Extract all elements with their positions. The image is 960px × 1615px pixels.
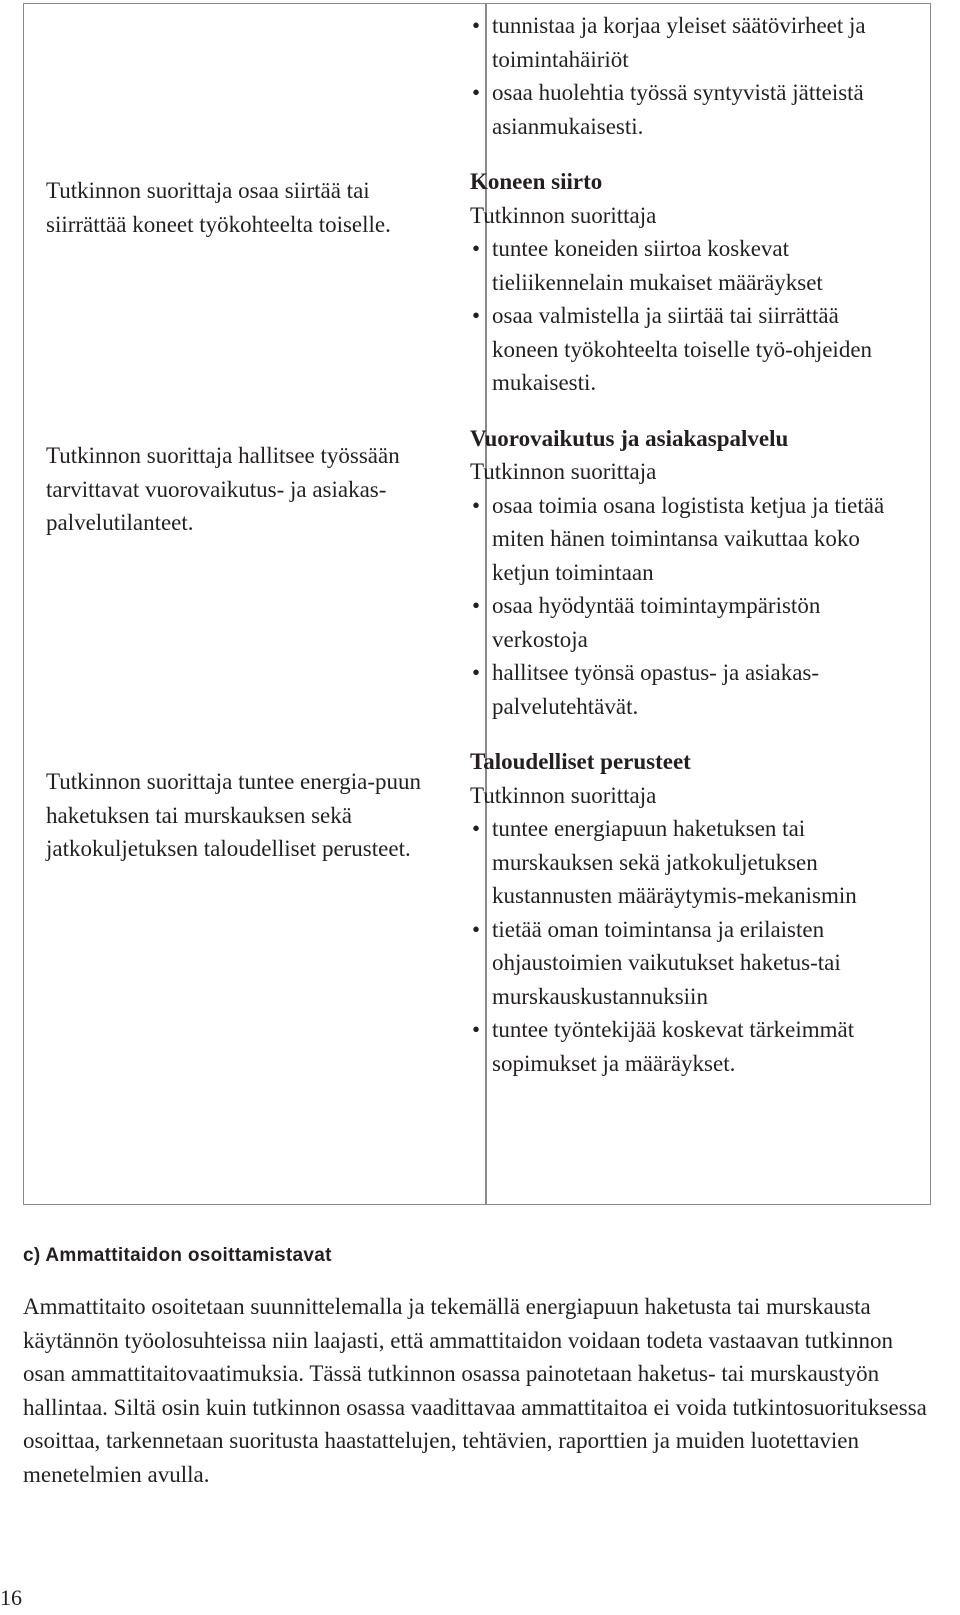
list-item: • tunnistaa ja korjaa yleiset säätövirheet ja toimintahäiriöt [470, 9, 900, 76]
bullet-list [470, 812, 900, 1080]
list-item: • osaa huolehtia työssä syntyvistä jätteistä asianmukaisesti. [470, 76, 900, 143]
bullet-list [470, 232, 900, 400]
section-vuorovaikutus [470, 422, 900, 724]
list-item: • osaa hyödyntää toimintaympäristön verkostoja [470, 589, 900, 656]
list-item: • hallitsee työnsä opastus- ja asiakas-palvelutehtävät. [470, 656, 900, 723]
section-c-body: Ammattitaito osoitetaan suunnittelemalla ja tekemällä energiapuun haketusta tai murskausta käytännön työolosuhteissa niin laajasti, että ammattitaidon voidaan todeta vastaavan tutkinnon osan ammattitaitovaatimuksia. Tässä tutkinnon osassa painotetaan haketus- tai murskaustyön hallintaa. Siltä osin kuin tutkinnon osassa vaadittavaa ammattitaitoa ei voida tutkintosuorituksessa osoittaa, tarkennetaan suoritusta haastattelujen, tehtävien, raporttien ja muiden luotettavien menetelmien avulla. [23, 1294, 927, 1487]
section-intro: Tutkinnon suorittaja [470, 459, 657, 484]
section-intro: Tutkinnon suorittaja [470, 782, 657, 808]
section-koneen-siirto [470, 165, 900, 400]
top-bullet-list [470, 9, 900, 143]
list-item: • tietää oman toimintansa ja erilaisten ohjaustoimien vaikutukset haketus-tai murskauskustannuksiin [470, 913, 900, 1014]
section-intro: Tutkinnon suorittaja [470, 202, 657, 228]
section-heading: Vuorovaikutus ja asiakaspalvelu [470, 425, 789, 451]
section-taloudelliset [470, 745, 900, 1080]
list-item: • osaa toimia osana logistista ketjua ja tietää miten hänen toimintansa vaikuttaa koko ketjun toimintaan [470, 489, 900, 590]
page-number: 16 [0, 1585, 22, 1610]
section-heading: Koneen siirto [470, 169, 603, 194]
list-item: • tuntee koneiden siirtoa koskevat tieliikennelain mukaiset määräykset [470, 232, 900, 299]
section-heading: Taloudelliset perusteet [470, 749, 691, 774]
list-item: • tuntee energiapuun haketuksen tai murskauksen sekä jatkokuljetuksen kustannusten määräytymis-mekanismin [470, 812, 900, 913]
left-text-economics: Tutkinnon suorittaja tuntee energia-puun haketuksen tai murskauksen sekä jatkokuljetuksen taloudelliset perusteet. [46, 769, 421, 861]
list-item: • osaa valmistella ja siirtää tai siirrättää koneen työkohteelta toiselle työ-ohjeiden mukaisesti. [470, 299, 900, 400]
list-item: • tuntee työntekijää koskevat tärkeimmät sopimukset ja määräykset. [470, 1013, 900, 1080]
left-text-transfer: Tutkinnon suorittaja osaa siirtää tai siirrättää koneet työkohteelta toiselle. [46, 178, 391, 237]
left-text-interaction: Tutkinnon suorittaja hallitsee työssään tarvittavat vuorovaikutus- ja asiakas-palvelutilanteet. [46, 443, 400, 535]
section-c-heading: c) Ammattitaidon osoittamistavat [23, 1245, 332, 1266]
bullet-list [470, 489, 900, 724]
right-column [470, 9, 900, 1102]
